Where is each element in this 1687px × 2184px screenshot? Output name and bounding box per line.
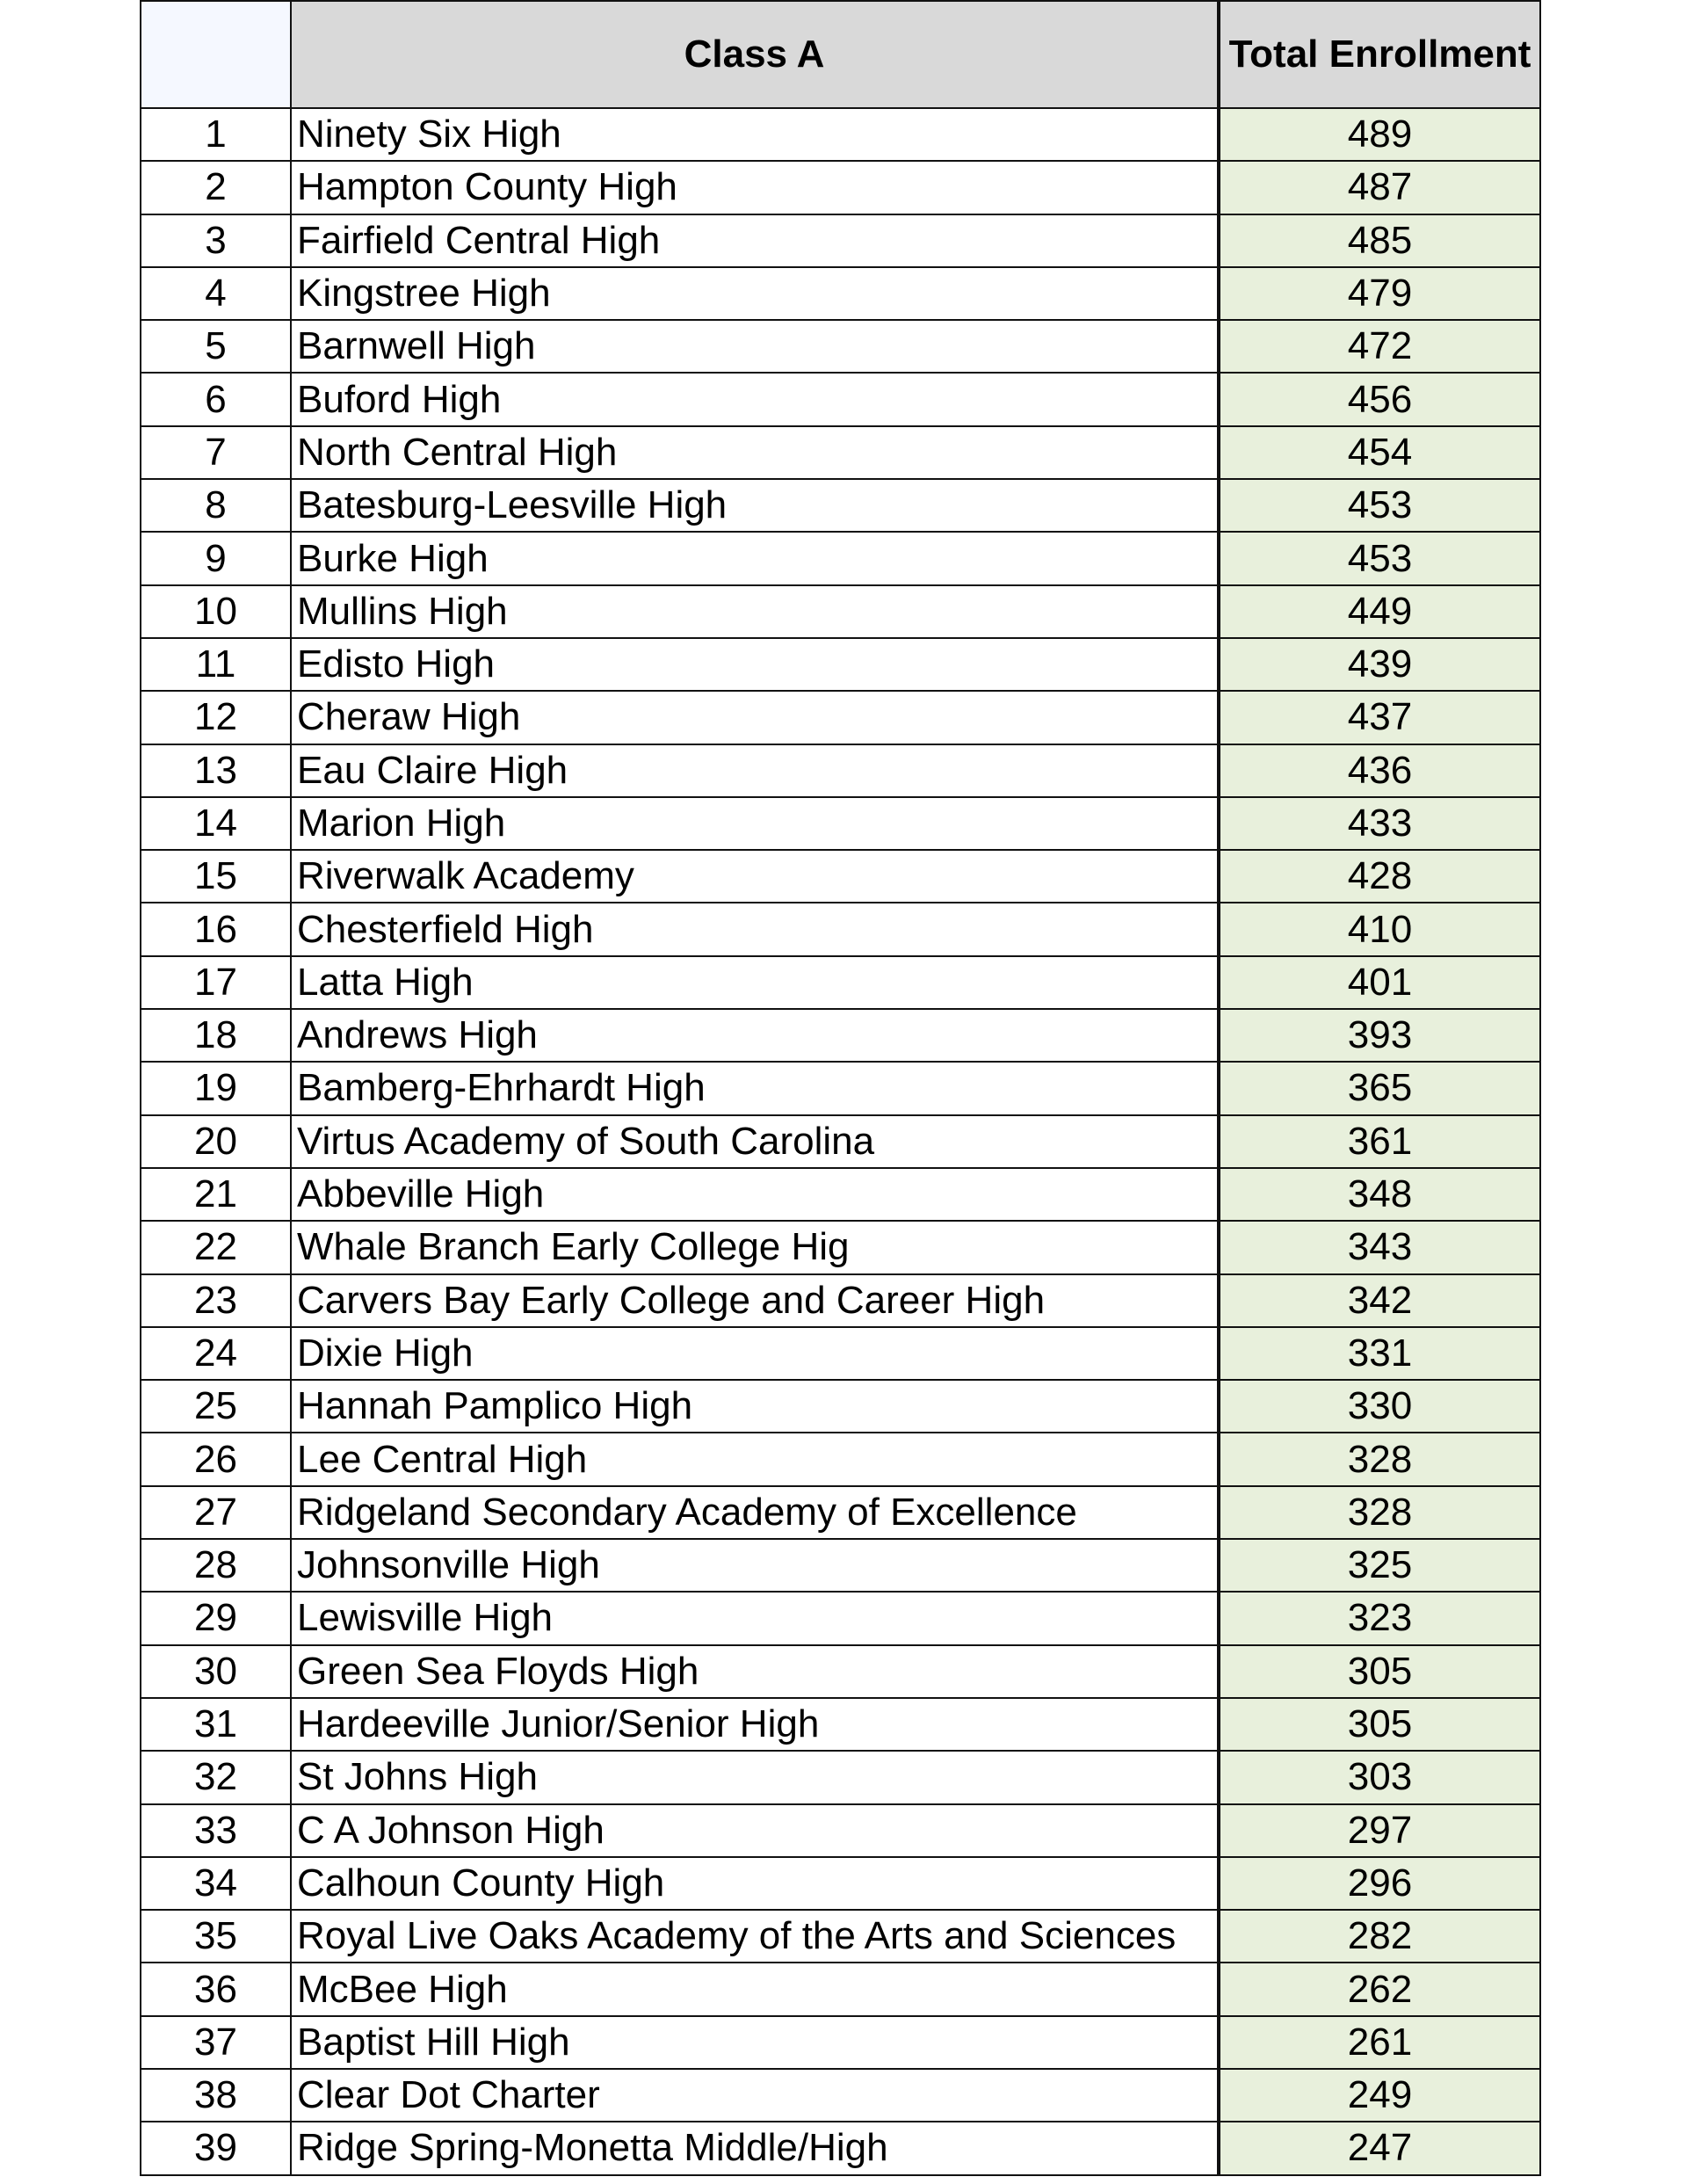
school-name-cell: Green Sea Floyds High (291, 1645, 1219, 1698)
header-row (141, 1, 1540, 108)
rank-cell: 11 (141, 638, 291, 691)
school-name-cell: Riverwalk Academy (291, 850, 1219, 903)
school-name-cell: Eau Claire High (291, 744, 1219, 797)
school-name-cell: Burke High (291, 532, 1219, 584)
enrollment-cell: 449 (1219, 585, 1540, 638)
rank-cell: 33 (141, 1804, 291, 1857)
enrollment-cell: 365 (1219, 1062, 1540, 1114)
table-row (141, 1857, 1540, 1910)
school-name-cell: Carvers Bay Early College and Career High (291, 1274, 1219, 1327)
school-name-cell: Calhoun County High (291, 1857, 1219, 1910)
rank-cell: 28 (141, 1539, 291, 1592)
school-name-cell: Royal Live Oaks Academy of the Arts and Sciences (291, 1910, 1219, 1963)
table-row (141, 1592, 1540, 1644)
table-row (141, 1380, 1540, 1433)
table-row (141, 214, 1540, 267)
school-name-cell: Batesburg-Leesville High (291, 479, 1219, 532)
rank-cell: 22 (141, 1221, 291, 1273)
enrollment-cell: 328 (1219, 1433, 1540, 1485)
rank-cell: 3 (141, 214, 291, 267)
table-row (141, 1062, 1540, 1114)
table-row (141, 1698, 1540, 1751)
enrollment-column-header: Total Enrollment (1219, 1, 1540, 108)
enrollment-cell: 305 (1219, 1645, 1540, 1698)
school-name-cell: Whale Branch Early College Hig (291, 1221, 1219, 1273)
school-name-cell: Kingstree High (291, 267, 1219, 320)
enrollment-cell: 323 (1219, 1592, 1540, 1644)
table-row (141, 1910, 1540, 1963)
enrollment-cell: 262 (1219, 1963, 1540, 2015)
enrollment-cell: 453 (1219, 532, 1540, 584)
rank-cell: 14 (141, 797, 291, 850)
rank-cell: 32 (141, 1751, 291, 1803)
rank-cell: 34 (141, 1857, 291, 1910)
enrollment-cell: 249 (1219, 2069, 1540, 2122)
rank-cell: 8 (141, 479, 291, 532)
school-name-cell: Mullins High (291, 585, 1219, 638)
enrollment-cell: 342 (1219, 1274, 1540, 1327)
enrollment-cell: 485 (1219, 214, 1540, 267)
enrollment-cell: 437 (1219, 691, 1540, 744)
school-name-cell: Ridgeland Secondary Academy of Excellence (291, 1486, 1219, 1539)
school-name-cell: Marion High (291, 797, 1219, 850)
school-name-cell: Hannah Pamplico High (291, 1380, 1219, 1433)
rank-cell: 4 (141, 267, 291, 320)
rank-cell: 16 (141, 903, 291, 955)
school-name-cell: Chesterfield High (291, 903, 1219, 955)
table-row (141, 320, 1540, 373)
rank-cell: 18 (141, 1009, 291, 1062)
school-name-cell: C A Johnson High (291, 1804, 1219, 1857)
table-row (141, 1645, 1540, 1698)
enrollment-cell: 247 (1219, 2122, 1540, 2174)
table-row (141, 1804, 1540, 1857)
rank-cell: 30 (141, 1645, 291, 1698)
enrollment-cell: 456 (1219, 373, 1540, 425)
table-row (141, 1327, 1540, 1380)
enrollment-cell: 297 (1219, 1804, 1540, 1857)
enrollment-cell: 331 (1219, 1327, 1540, 1380)
table-row (141, 585, 1540, 638)
rank-cell: 20 (141, 1115, 291, 1168)
table-row (141, 1539, 1540, 1592)
enrollment-cell: 343 (1219, 1221, 1540, 1273)
enrollment-cell: 282 (1219, 1910, 1540, 1963)
school-name-cell: Buford High (291, 373, 1219, 425)
enrollment-cell: 489 (1219, 108, 1540, 161)
school-name-cell: St Johns High (291, 1751, 1219, 1803)
rank-cell: 39 (141, 2122, 291, 2174)
school-name-cell: Ninety Six High (291, 108, 1219, 161)
table-row (141, 1115, 1540, 1168)
school-name-cell: Baptist Hill High (291, 2016, 1219, 2069)
school-name-cell: Cheraw High (291, 691, 1219, 744)
enrollment-cell: 330 (1219, 1380, 1540, 1433)
enrollment-cell: 305 (1219, 1698, 1540, 1751)
school-name-cell: Clear Dot Charter (291, 2069, 1219, 2122)
table-row (141, 956, 1540, 1009)
rank-cell: 9 (141, 532, 291, 584)
rank-cell: 5 (141, 320, 291, 373)
table-row (141, 1221, 1540, 1273)
school-name-cell: Fairfield Central High (291, 214, 1219, 267)
school-name-cell: Johnsonville High (291, 1539, 1219, 1592)
rank-cell: 37 (141, 2016, 291, 2069)
rank-cell: 7 (141, 426, 291, 479)
rank-cell: 1 (141, 108, 291, 161)
enrollment-cell: 472 (1219, 320, 1540, 373)
rank-cell: 29 (141, 1592, 291, 1644)
table-row (141, 2016, 1540, 2069)
school-name-cell: Bamberg-Ehrhardt High (291, 1062, 1219, 1114)
class-column-header: Class A (291, 1, 1219, 108)
enrollment-cell: 328 (1219, 1486, 1540, 1539)
rank-cell: 25 (141, 1380, 291, 1433)
school-name-cell: Ridge Spring-Monetta Middle/High (291, 2122, 1219, 2174)
rank-cell: 23 (141, 1274, 291, 1327)
table-row (141, 638, 1540, 691)
school-name-cell: Dixie High (291, 1327, 1219, 1380)
rank-cell: 35 (141, 1910, 291, 1963)
rank-column-header (141, 1, 291, 108)
school-name-cell: North Central High (291, 426, 1219, 479)
enrollment-cell: 487 (1219, 161, 1540, 214)
enrollment-cell: 361 (1219, 1115, 1540, 1168)
rank-cell: 6 (141, 373, 291, 425)
enrollment-cell: 303 (1219, 1751, 1540, 1803)
enrollment-cell: 439 (1219, 638, 1540, 691)
table-row (141, 108, 1540, 161)
enrollment-cell: 479 (1219, 267, 1540, 320)
school-name-cell: Edisto High (291, 638, 1219, 691)
enrollment-cell: 325 (1219, 1539, 1540, 1592)
school-name-cell: Virtus Academy of South Carolina (291, 1115, 1219, 1168)
table-row (141, 373, 1540, 425)
rank-cell: 31 (141, 1698, 291, 1751)
table-row (141, 1274, 1540, 1327)
rank-cell: 38 (141, 2069, 291, 2122)
table-row (141, 850, 1540, 903)
table-row (141, 1009, 1540, 1062)
enrollment-cell: 410 (1219, 903, 1540, 955)
table-row (141, 532, 1540, 584)
school-name-cell: Lee Central High (291, 1433, 1219, 1485)
rank-cell: 15 (141, 850, 291, 903)
school-name-cell: McBee High (291, 1963, 1219, 2015)
enrollment-cell: 428 (1219, 850, 1540, 903)
rank-cell: 19 (141, 1062, 291, 1114)
table-row (141, 691, 1540, 744)
school-name-cell: Latta High (291, 956, 1219, 1009)
enrollment-cell: 261 (1219, 2016, 1540, 2069)
table-row (141, 479, 1540, 532)
rank-cell: 13 (141, 744, 291, 797)
enrollment-cell: 436 (1219, 744, 1540, 797)
school-name-cell: Andrews High (291, 1009, 1219, 1062)
table-row (141, 267, 1540, 320)
school-name-cell: Abbeville High (291, 1168, 1219, 1221)
school-name-cell: Hardeeville Junior/Senior High (291, 1698, 1219, 1751)
table-row (141, 1486, 1540, 1539)
school-name-cell: Lewisville High (291, 1592, 1219, 1644)
rank-cell: 2 (141, 161, 291, 214)
rank-cell: 10 (141, 585, 291, 638)
rank-cell: 24 (141, 1327, 291, 1380)
table-body (141, 108, 1540, 2175)
table-row (141, 2122, 1540, 2174)
enrollment-cell: 454 (1219, 426, 1540, 479)
table-row (141, 903, 1540, 955)
rank-cell: 17 (141, 956, 291, 1009)
enrollment-table (140, 0, 1541, 2176)
rank-cell: 21 (141, 1168, 291, 1221)
table-row (141, 1751, 1540, 1803)
enrollment-cell: 453 (1219, 479, 1540, 532)
school-name-cell: Barnwell High (291, 320, 1219, 373)
table-row (141, 426, 1540, 479)
rank-cell: 27 (141, 1486, 291, 1539)
rank-cell: 26 (141, 1433, 291, 1485)
enrollment-cell: 393 (1219, 1009, 1540, 1062)
enrollment-cell: 433 (1219, 797, 1540, 850)
table-row (141, 1168, 1540, 1221)
table-row (141, 161, 1540, 214)
table-row (141, 744, 1540, 797)
table-row (141, 797, 1540, 850)
rank-cell: 12 (141, 691, 291, 744)
enrollment-cell: 348 (1219, 1168, 1540, 1221)
rank-cell: 36 (141, 1963, 291, 2015)
school-name-cell: Hampton County High (291, 161, 1219, 214)
enrollment-cell: 296 (1219, 1857, 1540, 1910)
table-row (141, 2069, 1540, 2122)
table-row (141, 1433, 1540, 1485)
table-row (141, 1963, 1540, 2015)
enrollment-cell: 401 (1219, 956, 1540, 1009)
